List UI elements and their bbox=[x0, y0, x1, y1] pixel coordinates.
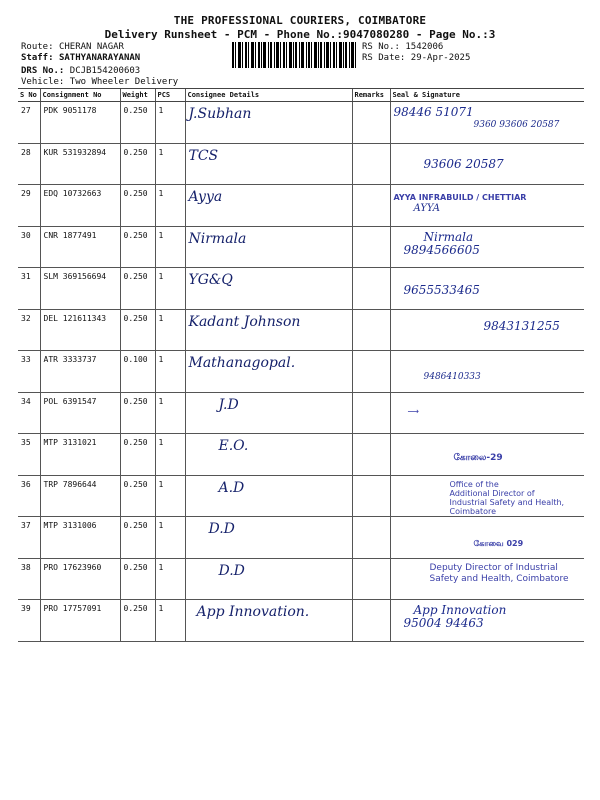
table-row bbox=[18, 475, 584, 517]
rs-date-line bbox=[362, 53, 470, 63]
cell-consignee bbox=[185, 226, 352, 268]
cell-signature bbox=[390, 392, 584, 434]
cell-weight: 0.100 bbox=[120, 351, 155, 393]
office-stamp-line-4: Coimbatore bbox=[449, 506, 497, 516]
cell-consignment: SLM 369156694 bbox=[40, 268, 120, 310]
cell-consignee bbox=[185, 102, 352, 144]
office-stamp bbox=[394, 480, 583, 516]
cell-pcs: 1 bbox=[155, 268, 185, 310]
table-row bbox=[18, 226, 584, 268]
consignee-handwriting: D.D bbox=[218, 562, 245, 579]
cell-consignment: DEL 121611343 bbox=[40, 309, 120, 351]
drs-value: DCJB154200603 bbox=[69, 66, 141, 76]
table-row bbox=[18, 351, 584, 393]
cell-pcs: 1 bbox=[155, 185, 185, 227]
col-sno: S No bbox=[18, 89, 40, 102]
cell-signature bbox=[390, 268, 584, 310]
staff-value: SATHYANARAYANAN bbox=[58, 53, 141, 63]
cell-remarks bbox=[352, 517, 390, 559]
cell-consignee bbox=[185, 434, 352, 476]
drs-line bbox=[21, 66, 140, 76]
table-row bbox=[18, 268, 584, 310]
table-header-row bbox=[18, 89, 584, 102]
signature-handwriting-2: 95004 94463 bbox=[403, 616, 484, 630]
signature-handwriting: 9486410333 bbox=[423, 372, 481, 382]
cell-consignment: TRP 7896644 bbox=[40, 475, 120, 517]
cell-signature bbox=[390, 517, 584, 559]
runsheet-table bbox=[18, 88, 584, 642]
consignee-handwriting: A.D bbox=[218, 479, 245, 496]
cell-consignee bbox=[185, 143, 352, 185]
cell-weight: 0.250 bbox=[120, 434, 155, 476]
cell-signature bbox=[390, 185, 584, 227]
company-stamp: AYYA INFRABUILD / CHETTIAR bbox=[393, 193, 527, 202]
cell-consignee bbox=[185, 600, 352, 642]
cell-sno: 34 bbox=[18, 392, 40, 434]
cell-weight: 0.250 bbox=[120, 226, 155, 268]
cell-weight: 0.250 bbox=[120, 102, 155, 144]
cell-remarks bbox=[352, 558, 390, 600]
cell-sno: 35 bbox=[18, 434, 40, 476]
signature-handwriting: 93606 20587 bbox=[423, 156, 504, 171]
office-stamp bbox=[394, 563, 583, 585]
cell-remarks bbox=[352, 268, 390, 310]
table-row bbox=[18, 517, 584, 559]
table-row bbox=[18, 600, 584, 642]
office-stamp-line-2: Safety and Health, Coimbatore bbox=[429, 573, 569, 584]
cell-signature bbox=[390, 434, 584, 476]
cell-consignment: PRO 17623960 bbox=[40, 558, 120, 600]
cell-consignee bbox=[185, 558, 352, 600]
office-stamp-line-3: Industrial Safety and Health, bbox=[449, 497, 565, 507]
office-stamp-line-2: Additional Director of bbox=[449, 488, 535, 498]
cell-consignee bbox=[185, 309, 352, 351]
signature-handwriting-2: 9894566605 bbox=[403, 242, 480, 257]
signature-handwriting: 9655533465 bbox=[403, 283, 480, 297]
signature-handwriting: AYYA bbox=[413, 203, 440, 214]
signature-handwriting: 9843131255 bbox=[483, 318, 560, 333]
col-pcs: PCS bbox=[155, 89, 185, 102]
cell-signature bbox=[390, 143, 584, 185]
runsheet-title: THE PROFESSIONAL COURIERS, COIMBATORE bbox=[173, 14, 427, 27]
cell-pcs: 1 bbox=[155, 434, 185, 476]
signature-handwriting: 98446 51071 bbox=[393, 105, 474, 119]
cell-consignee bbox=[185, 517, 352, 559]
col-weight: Weight bbox=[120, 89, 155, 102]
cell-signature bbox=[390, 102, 584, 144]
cell-sno: 38 bbox=[18, 558, 40, 600]
table-row bbox=[18, 309, 584, 351]
cell-weight: 0.250 bbox=[120, 517, 155, 559]
rs-no-line bbox=[362, 42, 443, 52]
cell-pcs: 1 bbox=[155, 226, 185, 268]
consignee-handwriting: J.D bbox=[218, 396, 239, 413]
office-stamp: கோவை 029 bbox=[473, 539, 524, 548]
office-stamp-line-1: Office of the bbox=[449, 479, 499, 489]
consignee-handwriting: D.D bbox=[208, 521, 235, 537]
cell-weight: 0.250 bbox=[120, 268, 155, 310]
cell-consignment: KUR 531932894 bbox=[40, 143, 120, 185]
arrow-icon: ⟶ bbox=[407, 406, 419, 416]
cell-signature bbox=[390, 558, 584, 600]
table-row bbox=[18, 185, 584, 227]
cell-consignment: MTP 3131006 bbox=[40, 517, 120, 559]
cell-pcs: 1 bbox=[155, 600, 185, 642]
consignee-handwriting: App Innovation. bbox=[196, 604, 310, 620]
col-remarks: Remarks bbox=[352, 89, 390, 102]
cell-consignment: MTP 3131021 bbox=[40, 434, 120, 476]
cell-pcs: 1 bbox=[155, 558, 185, 600]
cell-consignment: EDQ 10732663 bbox=[40, 185, 120, 227]
route-line bbox=[21, 42, 124, 52]
cell-signature bbox=[390, 475, 584, 517]
runsheet-subtitle: Delivery Runsheet - PCM - Phone No.:9047080280 - Page No.:3 bbox=[104, 28, 496, 41]
cell-pcs: 1 bbox=[155, 517, 185, 559]
cell-remarks bbox=[352, 226, 390, 268]
cell-pcs: 1 bbox=[155, 392, 185, 434]
cell-consignee bbox=[185, 351, 352, 393]
vehicle-value: Two Wheeler Delivery bbox=[69, 77, 179, 87]
cell-weight: 0.250 bbox=[120, 475, 155, 517]
cell-remarks bbox=[352, 309, 390, 351]
office-stamp: கோலை-29 bbox=[453, 453, 503, 463]
consignee-handwriting: Ayya bbox=[188, 189, 223, 205]
signature-handwriting: App Innovation bbox=[413, 603, 507, 617]
cell-signature bbox=[390, 309, 584, 351]
cell-sno: 37 bbox=[18, 517, 40, 559]
table-row bbox=[18, 434, 584, 476]
signature-handwriting: Nirmala bbox=[423, 229, 474, 244]
signature-handwriting-2: 9360 93606 20587 bbox=[473, 120, 560, 130]
cell-sno: 29 bbox=[18, 185, 40, 227]
cell-weight: 0.250 bbox=[120, 600, 155, 642]
cell-remarks bbox=[352, 434, 390, 476]
cell-pcs: 1 bbox=[155, 102, 185, 144]
rs-date-label: RS Date: bbox=[362, 53, 406, 63]
col-signature: Seal & Signature bbox=[390, 89, 584, 102]
cell-consignee bbox=[185, 185, 352, 227]
cell-consignee bbox=[185, 268, 352, 310]
cell-remarks bbox=[352, 392, 390, 434]
consignee-handwriting: E.O. bbox=[218, 438, 249, 454]
cell-weight: 0.250 bbox=[120, 185, 155, 227]
table-row bbox=[18, 143, 584, 185]
table-row bbox=[18, 392, 584, 434]
cell-consignment: PRO 17757091 bbox=[40, 600, 120, 642]
cell-sno: 39 bbox=[18, 600, 40, 642]
cell-sno: 32 bbox=[18, 309, 40, 351]
cell-pcs: 1 bbox=[155, 143, 185, 185]
route-label: Route: bbox=[21, 42, 54, 52]
consignee-handwriting: Kadant Johnson bbox=[188, 313, 301, 330]
cell-sno: 28 bbox=[18, 143, 40, 185]
col-consignee: Consignee Details bbox=[185, 89, 352, 102]
vehicle-line bbox=[21, 77, 178, 87]
cell-sno: 33 bbox=[18, 351, 40, 393]
cell-pcs: 1 bbox=[155, 309, 185, 351]
cell-remarks bbox=[352, 143, 390, 185]
table-row bbox=[18, 102, 584, 144]
cell-weight: 0.250 bbox=[120, 558, 155, 600]
drs-label: DRS No.: bbox=[21, 66, 65, 76]
cell-remarks bbox=[352, 475, 390, 517]
cell-sno: 27 bbox=[18, 102, 40, 144]
cell-consignment: POL 6391547 bbox=[40, 392, 120, 434]
cell-remarks bbox=[352, 102, 390, 144]
cell-sno: 36 bbox=[18, 475, 40, 517]
col-consignment: Consignment No bbox=[40, 89, 120, 102]
consignee-handwriting: J.Subhan bbox=[188, 106, 252, 122]
cell-pcs: 1 bbox=[155, 475, 185, 517]
cell-signature bbox=[390, 351, 584, 393]
rs-no-value: 1542006 bbox=[405, 42, 444, 52]
vehicle-label: Vehicle: bbox=[21, 77, 65, 87]
cell-remarks bbox=[352, 351, 390, 393]
cell-remarks bbox=[352, 600, 390, 642]
cell-weight: 0.250 bbox=[120, 309, 155, 351]
cell-signature bbox=[390, 600, 584, 642]
cell-weight: 0.250 bbox=[120, 392, 155, 434]
barcode bbox=[232, 42, 356, 68]
table-row bbox=[18, 558, 584, 600]
staff-line bbox=[21, 53, 140, 63]
cell-consignment: CNR 1877491 bbox=[40, 226, 120, 268]
cell-pcs: 1 bbox=[155, 351, 185, 393]
consignee-handwriting: Nirmala bbox=[188, 230, 247, 247]
staff-label: Staff: bbox=[21, 53, 54, 63]
cell-weight: 0.250 bbox=[120, 143, 155, 185]
cell-consignee bbox=[185, 392, 352, 434]
rs-date-value: 29-Apr-2025 bbox=[410, 53, 471, 63]
cell-consignment: ATR 3333737 bbox=[40, 351, 120, 393]
route-value: CHERAN NAGAR bbox=[58, 42, 124, 52]
cell-remarks bbox=[352, 185, 390, 227]
cell-consignment: PDK 9051178 bbox=[40, 102, 120, 144]
consignee-handwriting: Mathanagopal. bbox=[188, 355, 296, 371]
rs-no-label: RS No.: bbox=[362, 42, 400, 52]
cell-signature bbox=[390, 226, 584, 268]
cell-sno: 31 bbox=[18, 268, 40, 310]
consignee-handwriting: YG&Q bbox=[188, 272, 233, 288]
consignee-handwriting: TCS bbox=[188, 147, 219, 164]
cell-sno: 30 bbox=[18, 226, 40, 268]
office-stamp-line-1: Deputy Director of Industrial bbox=[429, 562, 558, 573]
cell-consignee bbox=[185, 475, 352, 517]
